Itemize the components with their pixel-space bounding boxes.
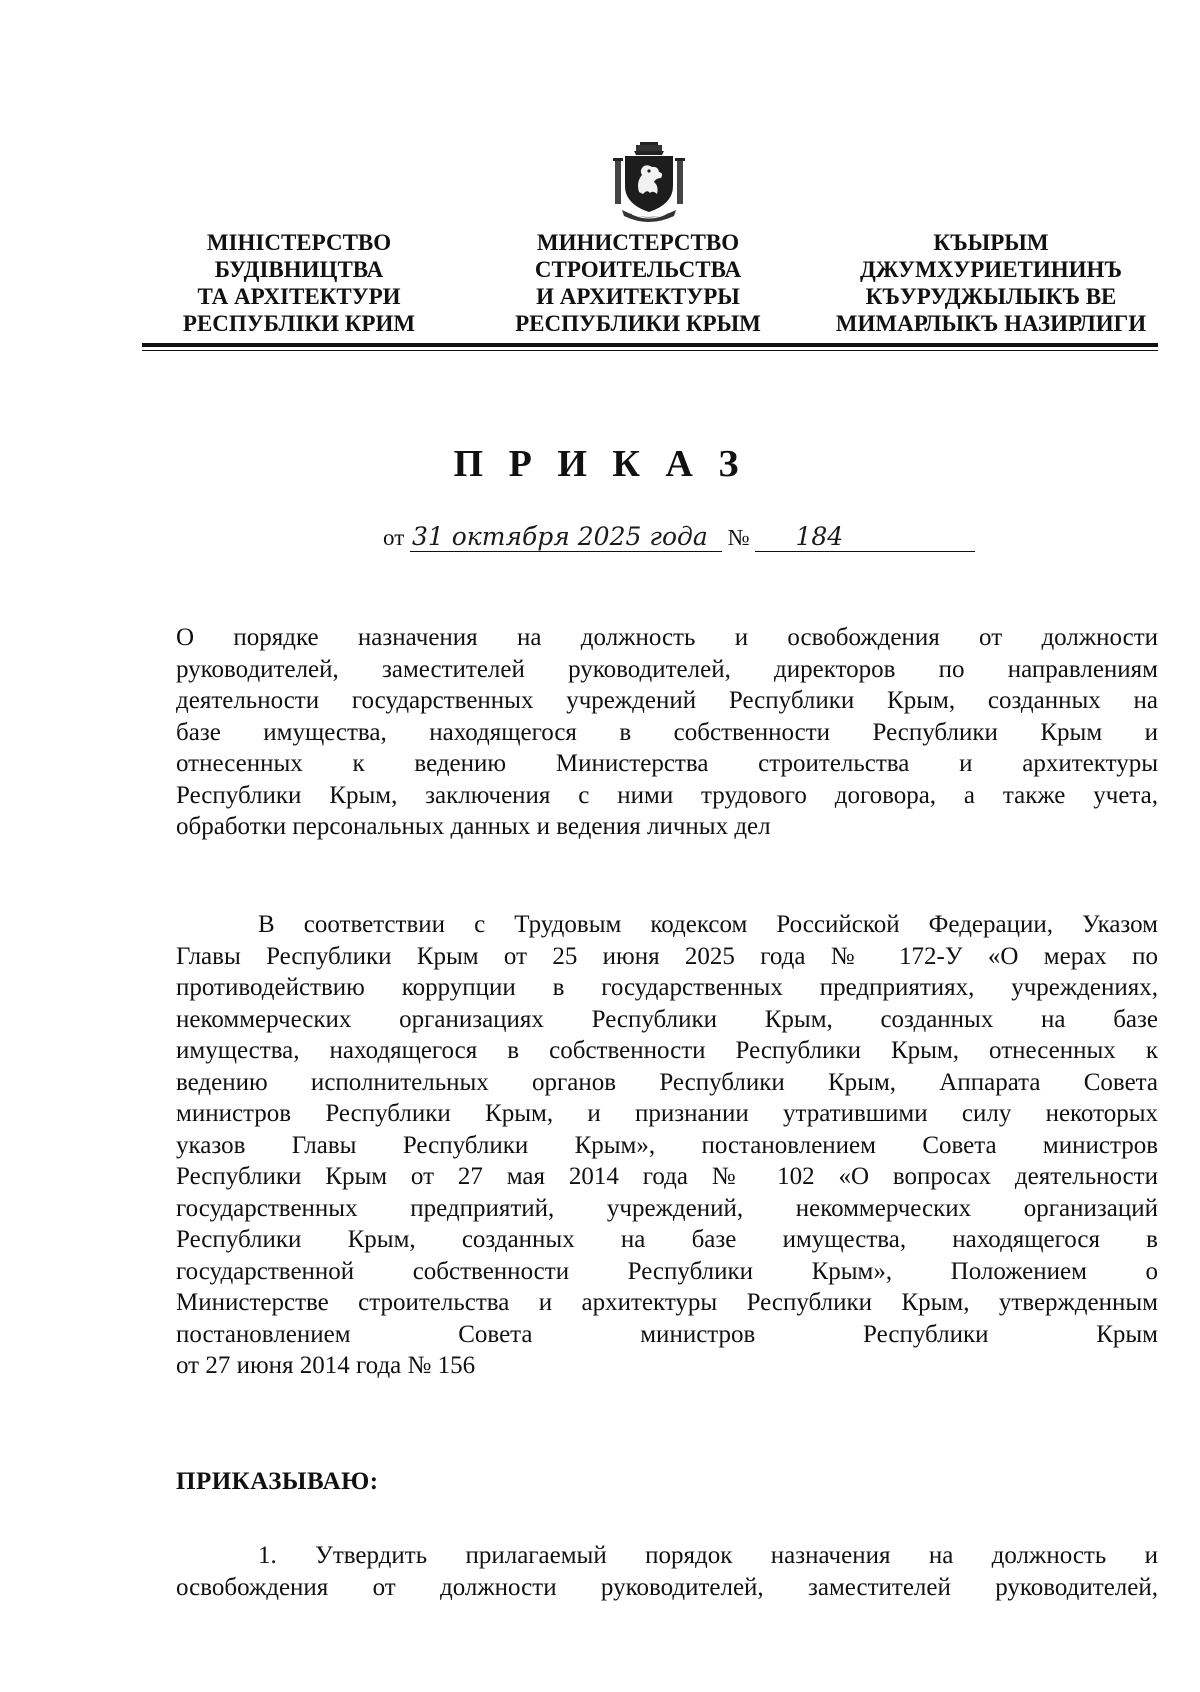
document-title: П Р И К А З — [453, 443, 747, 485]
basis-line: имущества, находящегося в собственности Республики Крым, отнесенных к — [176, 1037, 1158, 1064]
header-line: КЪУРУДЖЫЛЫКЪ ВЕ — [865, 284, 1117, 309]
basis-line: Министерстве строительства и архитектуры Республики Крым, утвержденным — [176, 1289, 1158, 1316]
basis-line: министров Республики Крым, и признании утратившими силу некоторых — [176, 1100, 1158, 1127]
header-line: МІНІСТЕРСТВО — [206, 230, 392, 255]
date-number-line — [383, 522, 975, 552]
header-line: СТРОИТЕЛЬСТВА — [534, 257, 742, 282]
subject-line: руководителей, заместителей руководителей, директоров по направлениям — [176, 655, 1158, 683]
basis-line: Главы Республики Крым от 25 июня 2025 года № 172-У «О мерах по — [176, 942, 1158, 970]
header-ukrainian — [168, 229, 430, 337]
header-line: РЕСПУБЛІКИ КРИМ — [182, 311, 416, 336]
header-line: БУДІВНИЦТВА — [214, 257, 384, 282]
basis-line: Республики Крым от 27 мая 2014 года № 102 «О вопросах деятельности — [176, 1163, 1158, 1190]
subject-line: деятельности государственных учреждений Республики Крым, созданных на — [176, 687, 1158, 714]
basis-line: государственных предприятий, учреждений, некоммерческих организаций — [176, 1194, 1158, 1222]
paragraph-line: 1. Утвердить прилагаемый порядок назначения на должность и — [258, 1542, 1158, 1569]
header-line: КЪЫРЫМ — [933, 230, 1049, 255]
basis-line: Республики Крым, созданных на базе имущества, находящегося в — [176, 1226, 1158, 1253]
header-line: МИМАРЛЫКЪ НАЗИРЛИГИ — [835, 311, 1147, 336]
header-line: И АРХИТЕКТУРЫ — [536, 284, 740, 309]
basis-line: ведению исполнительных органов Республики Крым, Аппарата Совета — [176, 1068, 1158, 1096]
header-line: МИНИСТЕРСТВО — [536, 230, 740, 255]
date-prefix: от — [383, 525, 405, 550]
crimea-coat-of-arms-icon — [612, 142, 686, 226]
basis-line: постановлением Совета министров Республики Крым — [176, 1320, 1158, 1348]
basis-line: некоммерческих организациях Республики Крым, созданных на базе — [176, 1005, 1158, 1033]
header-crimean-tatar — [826, 229, 1156, 337]
header-line: ТА АРХІТЕКТУРИ — [197, 284, 401, 309]
handwritten-date: 31 октября 2025 года — [410, 522, 722, 552]
order-word: ПРИКАЗЫВАЮ: — [176, 1468, 379, 1495]
header-divider-thin — [142, 350, 1158, 351]
subject-line: О порядке назначения на должность и освобождения от должности — [176, 624, 1158, 651]
header-divider-thick — [142, 343, 1158, 347]
basis-line: противодействию коррупции в государственных предприятиях, учреждениях, — [176, 974, 1158, 1001]
basis-line: В соответствии с Трудовым кодексом Российской Федерации, Указом — [258, 911, 1158, 938]
legal-basis — [176, 909, 1158, 1382]
header-russian — [490, 229, 786, 337]
subject-line: отнесенных к ведению Министерства строительства и архитектуры — [176, 750, 1158, 777]
number-prefix: № — [727, 525, 750, 550]
basis-line: государственной собственности Республики Крым», Положением о — [176, 1257, 1158, 1285]
subject-line: Республики Крым, заключения с ними трудового договора, а также учета, — [176, 781, 1158, 809]
basis-line: указов Главы Республики Крым», постановлением Совета министров — [176, 1131, 1158, 1159]
header-line: РЕСПУБЛИКИ КРЫМ — [515, 311, 761, 336]
header-line: ДЖУМХУРИЕТИНИНЪ — [859, 257, 1123, 282]
order-paragraph-1 — [176, 1540, 1158, 1603]
paragraph-line: освобождения от должности руководителей, заместителей руководителей, — [176, 1573, 1158, 1601]
basis-line: от 27 июня 2014 года № 156 — [176, 1352, 476, 1379]
subject-line: обработки персональных данных и ведения личных дел — [176, 813, 771, 840]
subject-line: базе имущества, находящегося в собственности Республики Крым и — [176, 718, 1158, 746]
order-subject — [176, 622, 1158, 843]
handwritten-number: 184 — [755, 522, 975, 552]
